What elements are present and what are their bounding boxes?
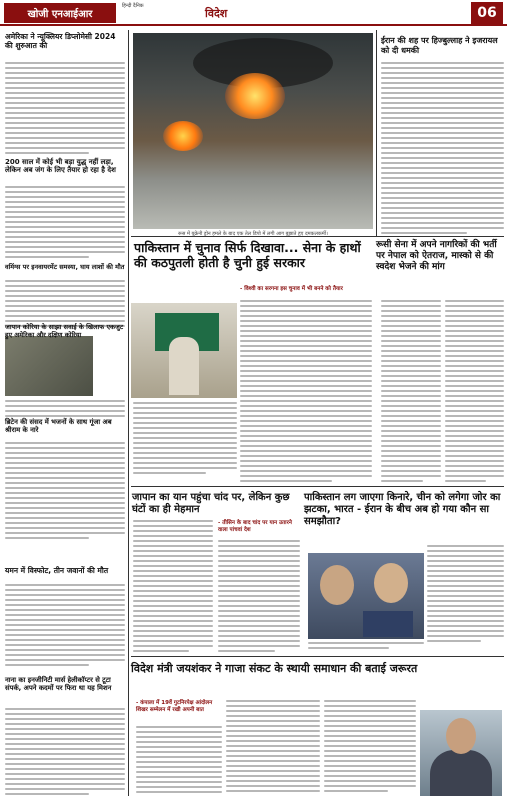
article-body [218, 540, 300, 655]
column-divider [128, 30, 129, 796]
page-number: 06 [471, 2, 503, 24]
row-divider [131, 486, 504, 487]
oil-depot-fire-photo [133, 33, 373, 229]
jaishankar-headline: विदेश मंत्री जयशंकर ने गाजा संकट के स्थायी समाधान की बताई जरूरत [131, 662, 418, 675]
article-body [5, 62, 125, 157]
leaders-photo [308, 553, 424, 639]
article-body [240, 300, 372, 485]
article-headline: 200 साल में कोई भी बड़ा युद्ध नहीं लड़ा, लेकिन अब जंग के लिए तैयार हो रहा है देश [5, 158, 116, 175]
article-headline: ईरान की शह पर हिज्बुल्लाह ने इजरायल को दी धमकी [381, 36, 498, 55]
article-headline: अमेरिका ने न्यूक्लियर डिप्लोमेसी 2024 की शुरुआत की [5, 32, 116, 50]
main-subhead: - विश्वी का सरगना इस चुनाव में भी बनने को तैयार [240, 286, 343, 292]
article-body [381, 62, 504, 237]
column-divider [376, 30, 377, 236]
article-body [445, 300, 504, 485]
russia-nepal-headline: रूसी सेना में अपने नागरिकों की भर्ती पर नेपाल को ऐतराज, मास्को से की स्वदेश भेजने की मांग [376, 240, 497, 272]
pakistan-leader-photo [131, 303, 237, 398]
jaishankar-photo [420, 710, 502, 796]
section-title: विदेश [205, 7, 228, 20]
article-body [133, 520, 213, 655]
japan-subhead: - तीसिन के बाद चांद पर यान उतारने वाला पांचवां देश [218, 520, 292, 533]
jaishankar-subhead: - कंपाला में 19वें गुटनिरपेक्ष आंदोलन शिखर सम्मेलन में रखी अपनी बात [136, 700, 213, 713]
paper-name: खोजी एनआईआर [4, 3, 116, 23]
article-body [5, 708, 125, 798]
article-body [136, 726, 222, 796]
article-body [133, 402, 237, 477]
date-line: हिन्दी दैनिक [122, 3, 144, 9]
article-headline: वमिंग्स पर इनवायरमेंट समस्या, घाय लाशों की मौत [5, 263, 125, 271]
article-headline: नाना का इनजीनिटी मार्स हेलीकॉप्टर से टूटा संपर्क, अपने कदमों पर फिरा था यह मिशन [5, 676, 112, 693]
article-body [381, 300, 441, 485]
article-body [5, 186, 125, 261]
row-divider [131, 656, 504, 657]
main-headline: पाकिस्तान में चुनाव सिर्फ दिखावा... सेना के हाथों की कठपुतली होती है चुनी हुई सरकार [134, 240, 361, 270]
article-body [5, 584, 125, 669]
japan-moon-headline: जापान का यान पहुंचा चांद पर, लेकिन कुछ घंटों का ही मेहमान [132, 492, 290, 515]
article-body [427, 545, 504, 645]
article-body [308, 642, 424, 652]
article-headline: यमन में विस्फोट, तीन जवानों की मौत [5, 566, 109, 575]
soldiers-photo [5, 336, 93, 396]
article-body [226, 700, 320, 795]
article-headline: जापान कोरिया के साझा सवाई के खिलाफ एकजुट हुए अमेरिका और दक्षिण कोरिया [5, 323, 124, 339]
article-body [324, 700, 416, 795]
article-headline: ब्रिटेन की संसद में भजनों के साथ गूंजा अब श्रीराम के नारे [5, 418, 112, 435]
article-body [5, 442, 125, 542]
pakistan-iran-headline: पाकिस्तान लग जाएगा किनारे, चीन को लगेगा जोर का झटका, भारत - ईरान के बीच अब हो गया कौन सा समझौता? [304, 492, 501, 527]
photo-caption: रूस में यूक्रेनी ड्रोन हमले के बाद एक तेल डिपो में लगी आग बुझाते हुए दमकलकर्मी। [178, 231, 328, 237]
article-body [5, 400, 125, 420]
masthead [0, 0, 507, 26]
